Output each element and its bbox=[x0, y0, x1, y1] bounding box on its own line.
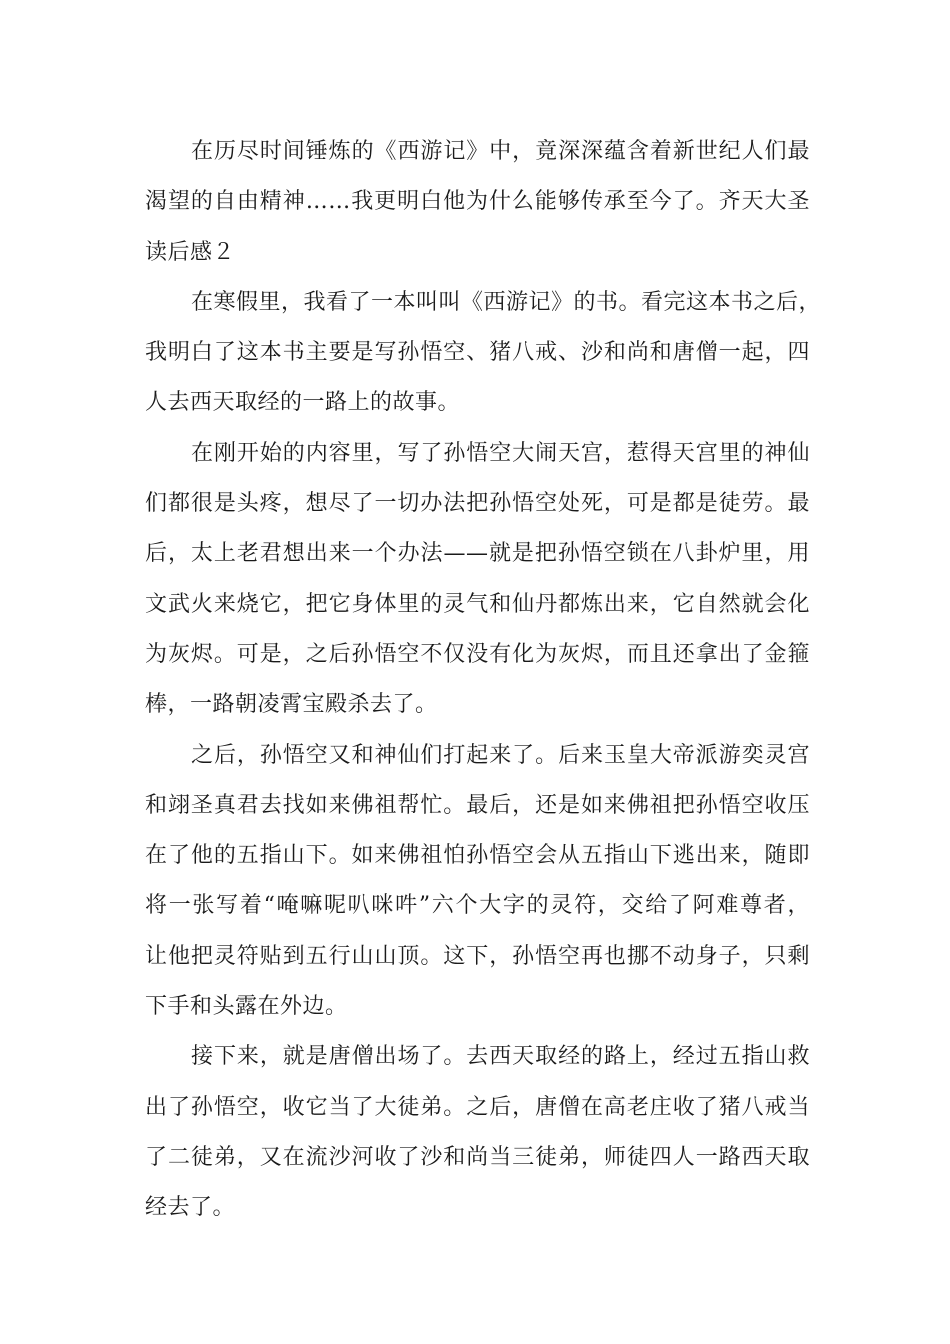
text-line: 了二徒弟，又在流沙河收了沙和尚当三徒弟，师徒四人一路西天取 bbox=[145, 1144, 810, 1170]
text-line: 出了孙悟空，收它当了大徒弟。之后，唐僧在高老庄收了猪八戒当 bbox=[145, 1094, 810, 1120]
text-line: 和翊圣真君去找如来佛祖帮忙。最后，还是如来佛祖把孙悟空收压 bbox=[145, 792, 810, 818]
text-line: 在历尽时间锤炼的《西游记》中，竟深深蕴含着新世纪人们最 bbox=[191, 139, 810, 164]
text-line: 我明白了这本书主要是写孙悟空、猪八戒、沙和尚和唐僧一起，四 bbox=[145, 340, 810, 366]
text-line: 在了他的五指山下。如来佛祖怕孙悟空会从五指山下逃出来，随即 bbox=[145, 843, 810, 869]
text-line: 后，太上老君想出来一个办法——就是把孙悟空锁在八卦炉里，用 bbox=[145, 541, 810, 567]
text-line: 之后，孙悟空又和神仙们打起来了。后来玉皇大帝派游奕灵宫 bbox=[191, 742, 810, 768]
text-line: 接下来，就是唐僧出场了。去西天取经的路上，经过五指山救 bbox=[191, 1044, 810, 1070]
text-line: 在刚开始的内容里，写了孙悟空大闹天宫，惹得天宫里的神仙 bbox=[191, 440, 810, 466]
text-line: 为灰烬。可是，之后孙悟空不仅没有化为灰烬，而且还拿出了金箍 bbox=[145, 641, 810, 667]
body-text bbox=[145, 131, 822, 1238]
text-line: 渴望的自由精神……我更明白他为什么能够传承至今了。齐天大圣 bbox=[145, 189, 810, 215]
text-line: 人去西天取经的一路上的故事。 bbox=[145, 390, 461, 416]
text-line: 读后感２ bbox=[145, 239, 236, 265]
text-line: 将一张写着“唵嘛呢叭咪吽”六个大字的灵符，交给了阿难尊者， bbox=[145, 893, 810, 919]
text-line: 让他把灵符贴到五行山山顶。这下，孙悟空再也挪不动身子，只剩 bbox=[145, 943, 810, 969]
text-line: 棒，一路朝凌霄宝殿杀去了。 bbox=[145, 692, 438, 718]
text-line: 文武火来烧它，把它身体里的灵气和仙丹都炼出来，它自然就会化 bbox=[145, 591, 810, 617]
text-line: 们都很是头疼，想尽了一切办法把孙悟空处死，可是都是徒劳。最 bbox=[145, 491, 810, 517]
text-line: 在寒假里，我看了一本叫叫《西游记》的书。看完这本书之后， bbox=[191, 289, 822, 315]
text-line: 下手和头露在外边。 bbox=[145, 994, 348, 1020]
text-line: 经去了。 bbox=[145, 1195, 236, 1221]
